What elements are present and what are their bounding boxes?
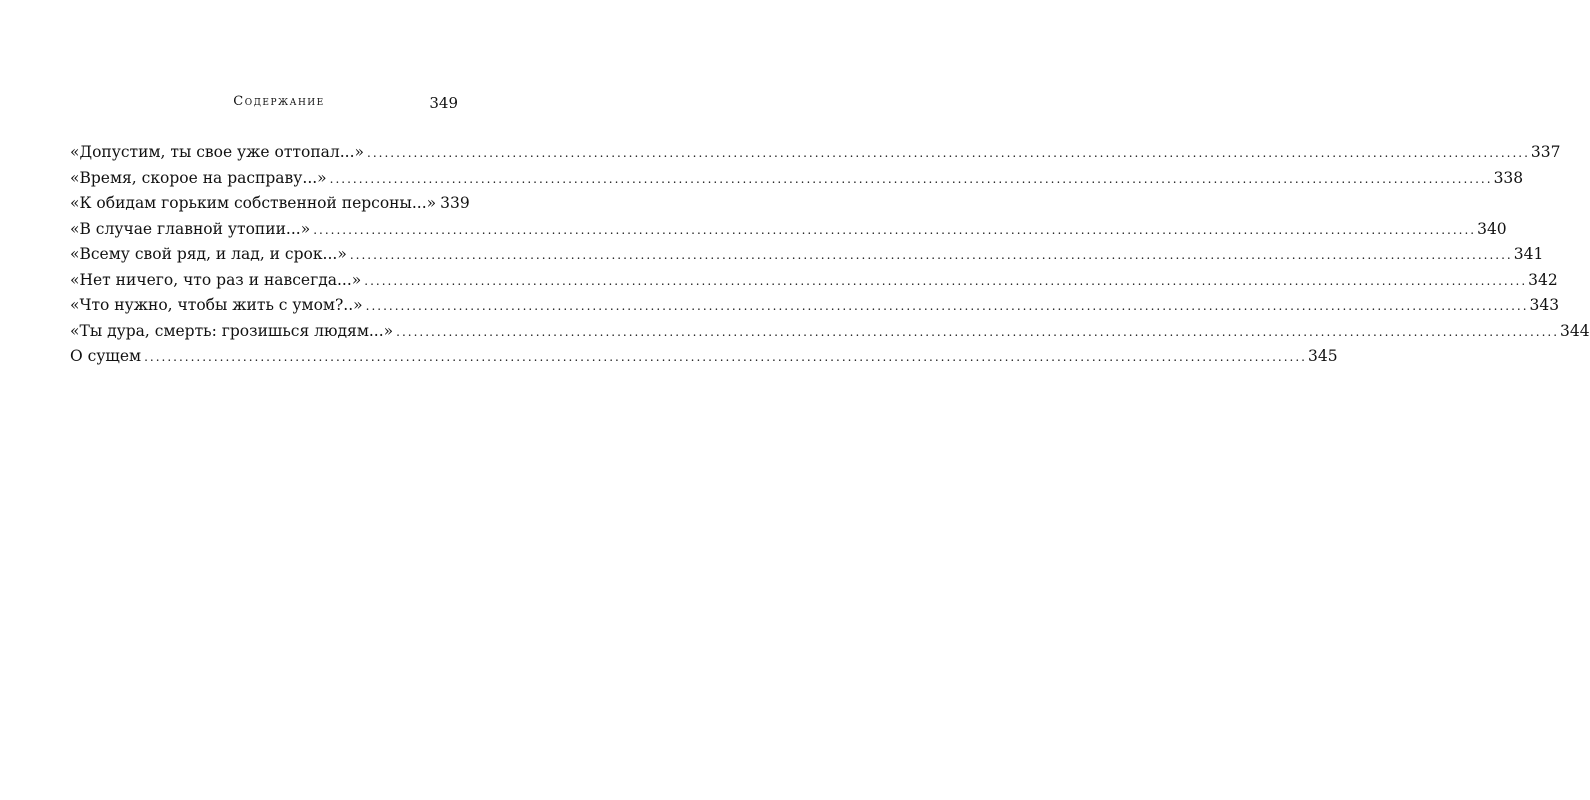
toc-entry-title: «Время, скорое на расправу...»: [70, 168, 327, 187]
toc-entry-title: «К обидам горьким собственной персоны...»: [70, 194, 437, 212]
toc-entry: [70, 143, 1561, 169]
toc-entry-title: «Что нужно, чтобы жить с умом?..»: [70, 296, 363, 314]
dot-leader: ........................................................................................................................................................................................................: [396, 324, 1560, 339]
dot-leader: ........................................................................................................................................................................................................: [329, 171, 1493, 186]
toc-entry: [70, 245, 1544, 271]
toc-entry-page: 343: [1529, 296, 1560, 314]
dot-leader: ........................................................................................................................................................................................................: [364, 273, 1528, 288]
toc-entry-title: «Нет ничего, что раз и навсегда...»: [70, 270, 362, 289]
toc-entry: [70, 347, 1338, 373]
running-title: Содержание: [233, 94, 325, 109]
page-number: 349: [429, 94, 458, 112]
toc-entry-page: 341: [1513, 245, 1544, 263]
toc-entry-page: 345: [1307, 347, 1338, 365]
toc-entry-page: 339: [440, 194, 470, 212]
toc-entry-page: 338: [1493, 168, 1524, 187]
toc-entry: [70, 296, 1560, 322]
toc-entry: [70, 219, 1507, 246]
toc-entry: [70, 194, 470, 220]
dot-leader: ........................................................................................................................................................................................................: [349, 248, 1513, 262]
toc-entry-page: 340: [1477, 219, 1507, 238]
toc-entry: [70, 168, 1524, 195]
toc-entry-title: О сущем: [70, 347, 142, 365]
toc-entry-page: 337: [1530, 143, 1561, 161]
toc-entry-title: «В случае главной утопии...»: [70, 219, 311, 238]
dot-leader: ........................................................................................................................................................................................................: [313, 222, 1477, 237]
table-of-contents: [70, 143, 1590, 373]
toc-entry-title: «Ты дура, смерть: грозишься людям...»: [70, 321, 394, 340]
toc-entry: [70, 270, 1558, 297]
running-head: [100, 94, 458, 114]
dot-leader: ........................................................................................................................................................................................................: [367, 146, 1530, 160]
dot-leader: ........................................................................................................................................................................................................: [365, 299, 1529, 313]
toc-entry-page: 344: [1560, 321, 1590, 340]
toc-entry-page: 342: [1528, 270, 1558, 289]
toc-entry-title: «Всему свой ряд, и лад, и срок...»: [70, 245, 347, 263]
toc-entry: [70, 321, 1590, 348]
toc-entry-title: «Допустим, ты свое уже оттопал...»: [70, 143, 365, 161]
dot-leader: ........................................................................................................................................................................................................: [144, 350, 1307, 364]
